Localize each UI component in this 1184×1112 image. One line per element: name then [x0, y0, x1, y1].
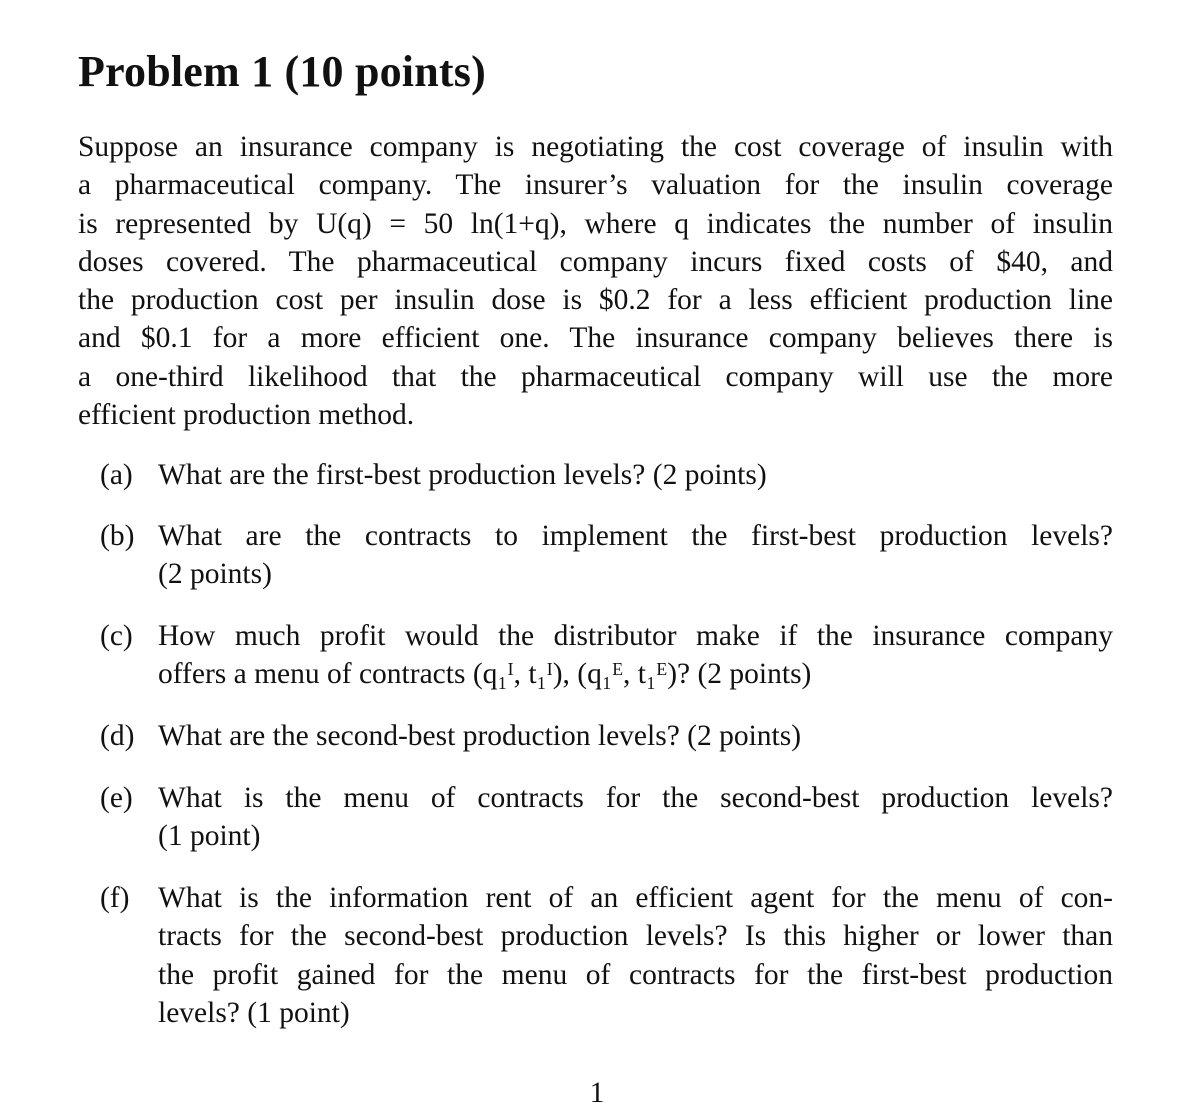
statement-line: Suppose an insurance company is negotiating the cost coverage of insulin with	[78, 131, 1113, 163]
problem-title: Problem 1 (10 points)	[78, 47, 486, 96]
question-label: (b)	[100, 520, 135, 552]
question-text: offers a menu of contracts (q₁ᴵ, t₁ᴵ), (q₁ᴱ, t₁ᴱ)? (2 points)	[158, 658, 812, 691]
question-f	[100, 879, 1113, 1032]
question-text: What is the menu of contracts for the second-best production levels?	[158, 782, 1113, 814]
question-a	[100, 456, 1113, 494]
statement-line: a pharmaceutical company. The insurer’s valuation for the insulin coverage	[78, 169, 1113, 202]
question-text: How much profit would the distributor make if the insurance company	[158, 620, 1113, 652]
question-label: (d)	[100, 720, 135, 752]
statement-line: the production cost per insulin dose is $0.2 for a less efficient production line	[78, 284, 1113, 317]
question-text: What is the information rent of an efficient agent for the menu of con-	[158, 882, 1113, 914]
question-text: (1 point)	[158, 820, 261, 853]
question-label: (f)	[100, 882, 130, 914]
question-text: the profit gained for the menu of contracts for the first-best production	[158, 958, 1113, 991]
question-b	[100, 517, 1113, 594]
question-text: What are the second-best production levels? (2 points)	[158, 720, 802, 752]
question-text: (2 points)	[158, 558, 272, 591]
problem-statement	[78, 128, 1113, 434]
question-e	[100, 779, 1113, 856]
statement-line: a one-third likelihood that the pharmaceutical company will use the more	[78, 360, 1113, 393]
question-label: (c)	[100, 620, 133, 652]
question-c	[100, 617, 1113, 694]
question-text: levels? (1 point)	[158, 996, 350, 1029]
statement-line: doses covered. The pharmaceutical company incurs fixed costs of $40, and	[78, 245, 1113, 278]
question-text: What are the first-best production levels? (2 points)	[158, 459, 767, 491]
question-text: What are the contracts to implement the first-best production levels?	[158, 520, 1113, 552]
question-label: (e)	[100, 782, 133, 814]
statement-line: is represented by U(q) = 50 ln(1+q), where q indicates the number of insulin	[78, 207, 1113, 240]
question-d	[100, 717, 1113, 755]
statement-line: and $0.1 for a more efficient one. The insurance company believes there is	[78, 322, 1113, 355]
question-label: (a)	[100, 459, 133, 491]
page-number: 1	[589, 1077, 605, 1109]
statement-line: efficient production method.	[78, 399, 415, 432]
question-text: tracts for the second-best production levels? Is this higher or lower than	[158, 920, 1113, 953]
